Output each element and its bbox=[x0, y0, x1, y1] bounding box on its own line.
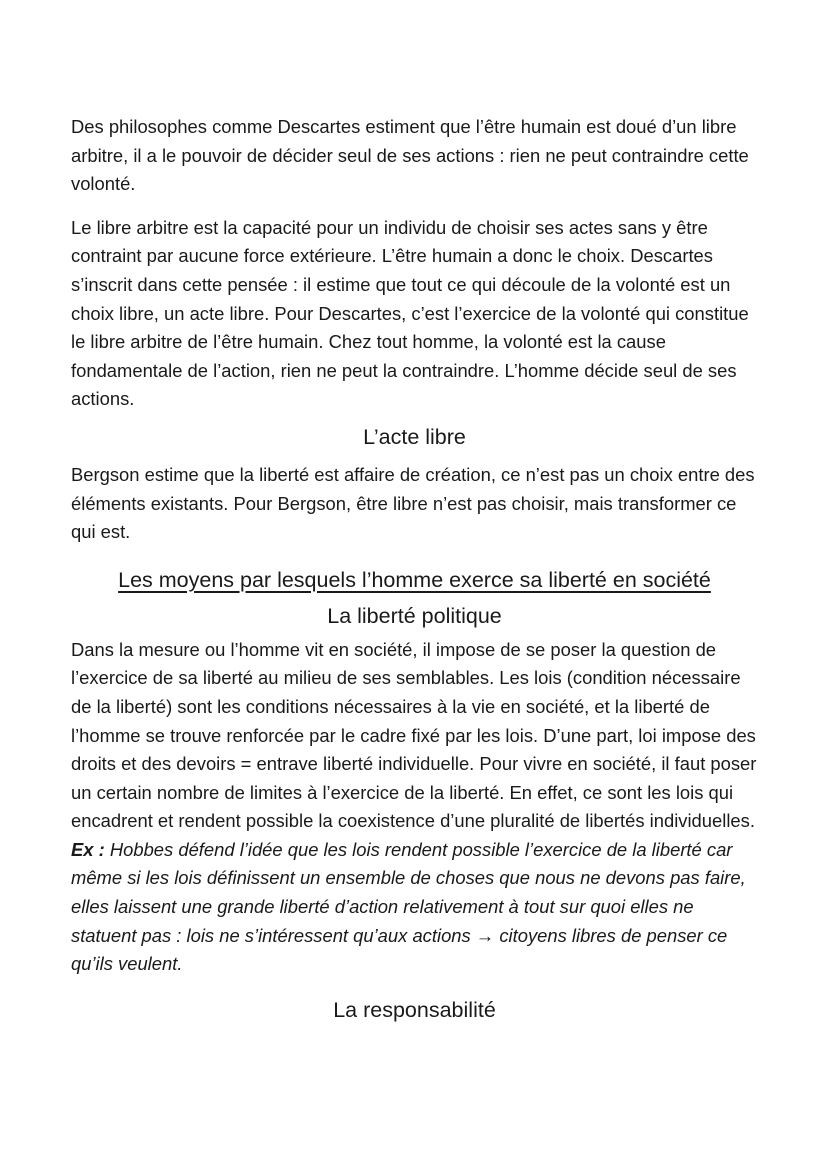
paragraph-libre-arbitre: Le libre arbitre est la capacité pour un individu de choisir ses actes sans y être contraint par aucune force extérieure. L’être humain a donc le choix. Descartes s’inscrit dans cette pensée : il estime que tout ce qui découle de la volonté est un choix libre, un acte libre. Pour Descartes, c’est l’exercice de la volonté qui constitue le libre arbitre de l’être humain. Chez tout homme, la volonté est la cause fondamentale de l’action, rien ne peut la contraindre. L’homme décide seul de ses actions. bbox=[71, 216, 749, 410]
heading-liberte-politique: La liberté politique bbox=[327, 603, 502, 628]
arrow-right-icon: → bbox=[475, 924, 495, 946]
example-text-after: citoyens libres de penser ce qu’ils veulent. bbox=[71, 924, 728, 975]
example-text-before: Hobbes défend l’idée que les lois rendent possible l’exercice de la liberté car même si les lois définissent un ensemble de choses que nous ne devons pas faire, elles laissent une grande liberté d’action relativement à tout sur quoi elles ne statuent pas : lois ne s’intéressent qu’aux actions bbox=[71, 838, 746, 946]
heading-responsabilite: La responsabilité bbox=[333, 997, 496, 1022]
paragraph-lois: Dans la mesure ou l’homme vit en société, il impose de se poser la question de l’exercice de sa liberté au milieu de ses semblables. Les lois (condition nécessaire de la liberté) sont les conditions nécessaires à la vie en société, et la liberté de l’homme se trouve renforcée par le cadre fixé par les lois. D’une part, loi impose des droits et des devoirs = entrave liberté individuelle. Pour vivre en société, il faut poser un certain nombre de limites à l’exercice de la liberté. En effet, ce sont les lois qui encadrent et rendent possible la coexistence d’une pluralité de libertés individuelles. bbox=[71, 638, 757, 832]
section-title-moyens: Les moyens par lesquels l’homme exerce sa liberté en société bbox=[118, 567, 711, 592]
example-hobbes bbox=[71, 836, 758, 979]
paragraph-descartes-intro: Des philosophes comme Descartes estiment que l’être humain est doué d’un libre arbitre, il a le pouvoir de décider seul de ses actions : rien ne peut contraindre cette volonté. bbox=[71, 116, 749, 195]
paragraph-bergson: Bergson estime que la liberté est affaire de création, ce n’est pas un choix entre des éléments existants. Pour Bergson, être libre n’est pas choisir, mais transformer ce qui est. bbox=[71, 463, 755, 543]
heading-acte-libre: L’acte libre bbox=[363, 424, 466, 449]
example-label: Ex : bbox=[71, 838, 105, 860]
